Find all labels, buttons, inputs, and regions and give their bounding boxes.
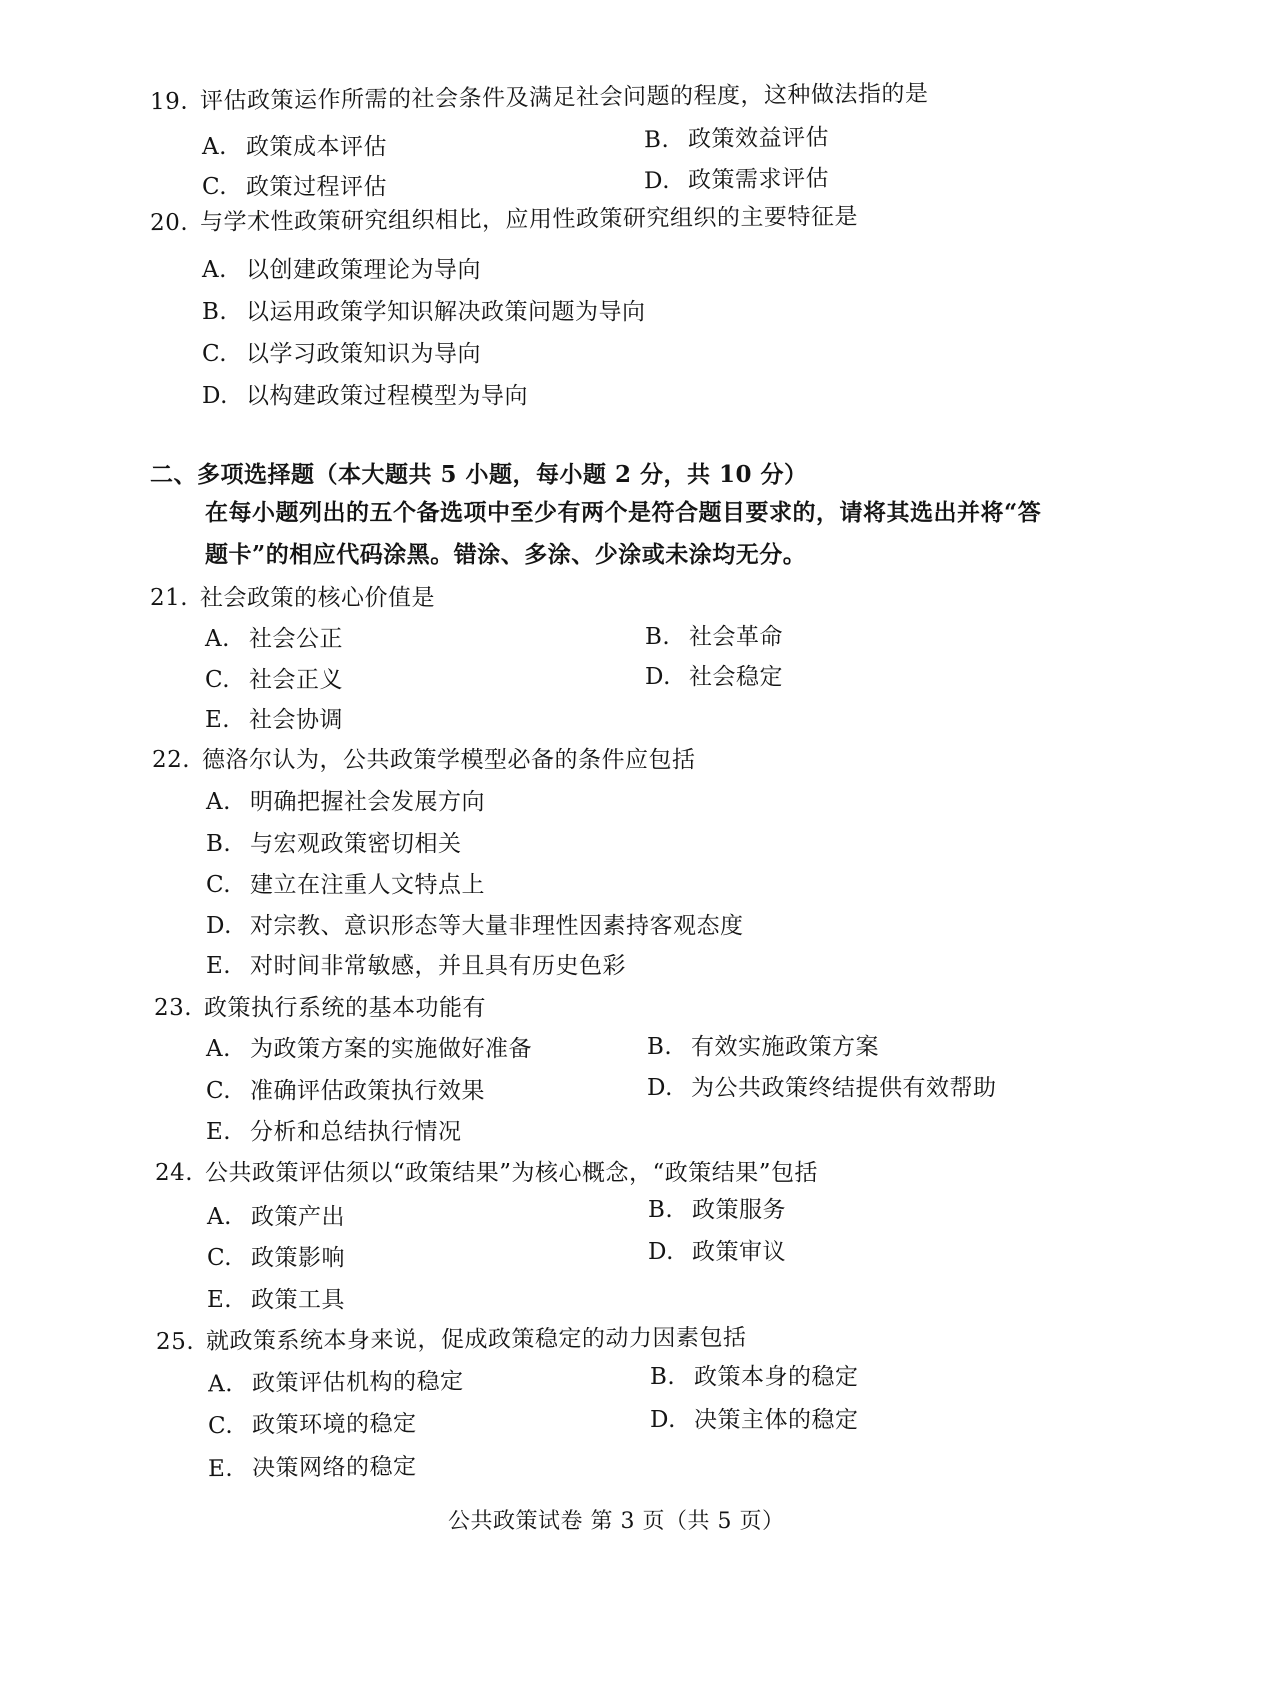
q23-option-a: A. 为政策方案的实施做好准备: [206, 1036, 532, 1062]
q20-option-a: A. 以创建政策理论为导向: [202, 257, 481, 283]
q22-option-d: D. 对宗教、意识形态等大量非理性因素持客观态度: [206, 913, 744, 939]
question-number: 19.: [149, 88, 189, 116]
q21-option-d: D. 社会稳定: [645, 664, 783, 690]
q20-option-b: B. 以运用政策学知识解决政策问题为导向: [202, 299, 646, 325]
q21-option-e: E. 社会协调: [205, 707, 343, 733]
question-24-stem: [155, 1158, 818, 1188]
section-2-instructions-line2: 题卡”的相应代码涂黑。错涂、多涂、少涂或未涂均无分。: [205, 541, 807, 568]
q19-option-d: D. 政策需求评估: [643, 165, 830, 195]
question-23-stem: [154, 993, 486, 1023]
question-stem: 德洛尔认为，公共政策学模型必备的条件应包括: [202, 747, 696, 773]
q24-option-a: A. 政策产出: [207, 1204, 345, 1230]
question-22-stem: [152, 745, 696, 775]
q19-option-b: B. 政策效益评估: [643, 124, 830, 154]
question-number: 20.: [149, 209, 189, 237]
q24-option-b: B. 政策服务: [648, 1197, 786, 1223]
question-20-stem: [150, 202, 858, 238]
question-19-stem: [150, 79, 929, 117]
question-number: 23.: [154, 995, 193, 1021]
q24-option-d: D. 政策审议: [648, 1239, 786, 1265]
q23-option-d: D. 为公共政策终结提供有效帮助: [647, 1075, 997, 1101]
question-number: 24.: [155, 1160, 194, 1186]
q25-option-a: A. 政策评估机构的稳定: [207, 1368, 464, 1398]
question-stem: 就政策系统本身来说，促成政策稳定的动力因素包括: [205, 1324, 747, 1355]
q20-option-d: D. 以构建政策过程模型为导向: [202, 383, 528, 409]
question-stem: 社会政策的核心价值是: [200, 585, 435, 611]
q25-option-e: E. 决策网络的稳定: [207, 1453, 417, 1483]
q22-option-e: E. 对时间非常敏感，并且具有历史色彩: [206, 953, 626, 979]
q24-option-e: E. 政策工具: [207, 1287, 345, 1313]
q23-option-b: B. 有效实施政策方案: [647, 1034, 879, 1060]
question-stem: 与学术性政策研究组织相比，应用性政策研究组织的主要特征是: [199, 203, 859, 236]
q25-option-c: C. 政策环境的稳定: [207, 1410, 417, 1440]
q21-option-a: A. 社会公正: [205, 626, 343, 652]
q20-option-c: C. 以学习政策知识为导向: [202, 341, 481, 367]
q19-option-a: A. 政策成本评估: [202, 134, 387, 160]
q23-option-e: E. 分析和总结执行情况: [206, 1119, 462, 1145]
q21-option-c: C. 社会正义: [205, 667, 343, 693]
q22-option-a: A. 明确把握社会发展方向: [206, 789, 485, 815]
question-25-stem: [156, 1323, 747, 1357]
page-footer: 公共政策试卷 第 3 页（共 5 页）: [448, 1509, 785, 1534]
q22-option-c: C. 建立在注重人文特点上: [206, 872, 485, 898]
question-number: 22.: [152, 747, 191, 773]
question-21-stem: [150, 583, 435, 613]
section-2-instructions-line1: 在每小题列出的五个备选项中至少有两个是符合题目要求的，请将其选出并将“答: [205, 499, 1042, 526]
q25-option-b: B. 政策本身的稳定: [650, 1364, 859, 1390]
section-2-title: 二、多项选择题（本大题共 5 小题，每小题 2 分，共 10 分）: [150, 461, 808, 488]
question-number: 25.: [155, 1328, 195, 1356]
question-number: 21.: [150, 585, 189, 611]
q21-option-b: B. 社会革命: [645, 624, 783, 650]
question-stem: 公共政策评估须以“政策结果”为核心概念，“政策结果”包括: [205, 1160, 819, 1186]
q24-option-c: C. 政策影响: [207, 1245, 345, 1271]
q25-option-d: D. 决策主体的稳定: [650, 1407, 859, 1433]
q19-option-c: C. 政策过程评估: [202, 174, 387, 200]
question-stem: 政策执行系统的基本功能有: [204, 995, 486, 1021]
q22-option-b: B. 与宏观政策密切相关: [206, 831, 462, 857]
question-stem: 评估政策运作所需的社会条件及满足社会问题的程度，这种做法指的是: [199, 80, 929, 115]
q23-option-c: C. 准确评估政策执行效果: [206, 1078, 485, 1104]
